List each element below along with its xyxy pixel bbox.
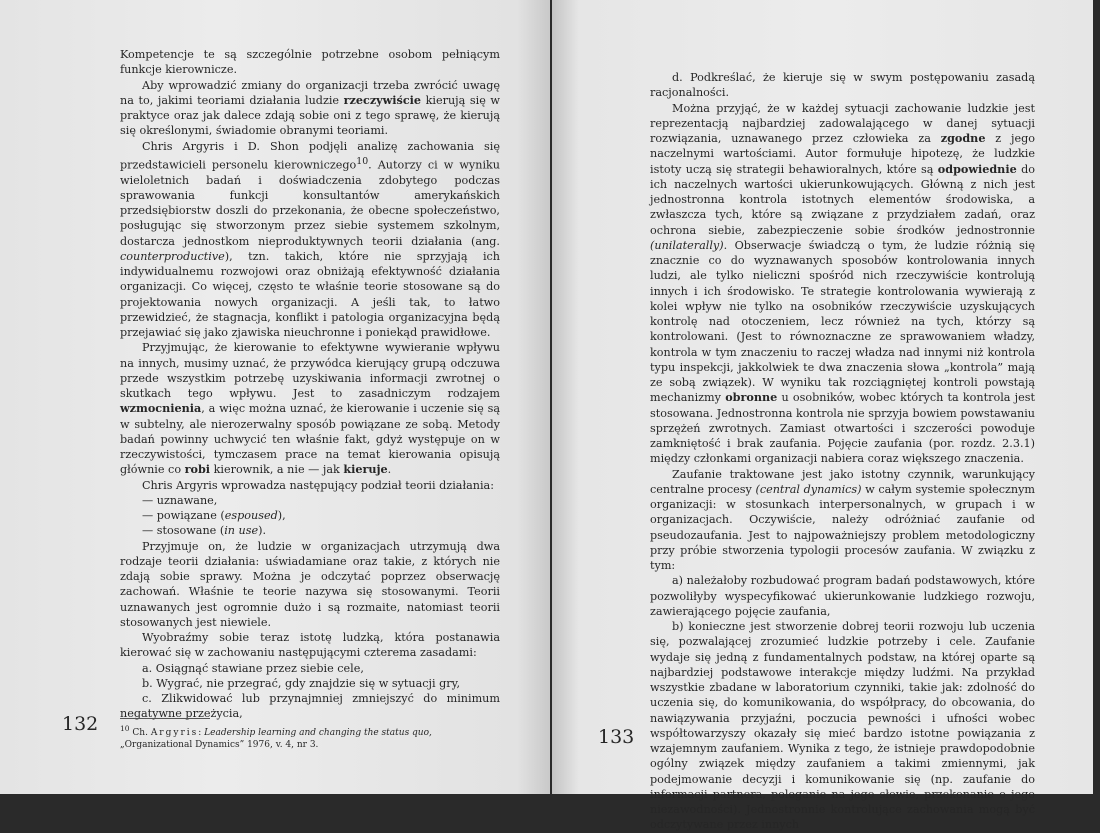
- paragraph: d. Podkreślać, że kieruje się w swym postępowaniu zasadą racjonalności.: [650, 71, 1035, 100]
- paragraph: b) konieczne jest stworzenie dobrej teorii rozwoju lub uczenia się, pozwalającej zrozumieć ludzkie potrzeby i cele. Zaufanie wydaje się jedną z fundamentalnych podstaw, na której oparte są najbardziej podstawowe interakcje między ludźmi. Na przykład wszystkie zbadane w laboratorium czynniki, takie jak: zdolność do uczenia się, do komunikowania, do współpracy, do obcowania, do nawiązywania przyjaźni, poczucia pewności i ufności wobec współtowarzyszy okazały się mieć bardzo istotne powiązania z wzajemnym zaufaniem. Wynika z tego, że istnieje prawdopodobnie ogólny związek między zaufaniem a takimi zmiennymi, jak podejmowanie decyzji i komunikowanie się (np. zaufanie do informacji partnera, poleganie na jego słowie, przekonanie o jego niezawodności). Jednostronnie kontrolujące zachowania mogą być odczytywane przez innych: [650, 620, 1035, 832]
- right-page: [552, 0, 1093, 832]
- paragraph: — powiązane (espoused),: [142, 509, 286, 523]
- right-page-text: [650, 70, 1035, 833]
- paragraph: Zaufanie traktowane jest jako istotny czynnik, warunkujący centralne procesy (central dynamics) w całym systemie społecznym organizacji: w stosunkach interpersonalnych, w grupach i w organizacjach. Oczywiście, należy odróżniać zaufanie od pseudozaufania. Jest to najpoważniejszy problem metodologiczny przy próbie stworzenia typologii procesów zaufania. W związku z tym:: [650, 467, 1035, 572]
- footnote: [120, 718, 500, 751]
- paragraph: Przyjmując, że kierowanie to efektywne wywieranie wpływu na innych, musimy uznać, że przywódca kierujący grupą odczuwa przede wszystkim potrzebę uzyskiwania informacji zwrotnej o skutkach tego wpływu. Jest to zasadniczym rodzajem wzmocnienia, a więc można uznać, że kierowanie i uczenie się są w subtelny, ale nierozerwalny sposób powiązane ze sobą. Metody badań powinny uchwycić ten właśnie fakt, gdyż występuje on w rzeczywistości, tymczasem prace na temat kierowania opisują głównie co robi kierownik, a nie — jak kieruje.: [120, 341, 500, 477]
- paragraph: Chris Argyris i D. Shon podjęli analizę zachowania się przedstawicieli personelu kierowniczego$^{10}$. Autorzy ci w wyniku wieloletnich badań i doświadczenia zdobytego podczas sprawowania funkcji konsultantów amerykańskich przedsiębiorstw doszli do przekonania, że obecne społeczeństwo, posługując się stworzonym przez siebie systemem szkolnym, dostarcza jednostkom nieproduktywnych teorii działania (ang. counterproductive), tzn. takich, które nie sprzyjają ich indywidualnemu rozwojowi oraz obniżają efektywność działania organizacji. Co więcej, często te właśnie teorie stosowane są do projektowania nowych organizacji. A jeśli tak, to łatwo przewidzieć, że stagnacja, konflikt i patologia organizacyjna będą przejawiać się jako zjawiska nieuchronne i poniekąd prawidłowe.: [120, 139, 500, 340]
- right-page-number: 133: [598, 726, 635, 748]
- paragraph: a) należałoby rozbudować program badań podstawowych, które pozwoliłyby wyspecyfikować ukierunkowanie ludzkiego rozwoju, zawierającego pojęcie zaufania,: [650, 574, 1035, 618]
- paragraph: Wyobraźmy sobie teraz istotę ludzką, która postanawia kierować się w zachowaniu następującymi czterema zasadami:: [120, 631, 500, 660]
- paragraph: b. Wygrać, nie przegrać, gdy znajdzie się w sytuacji gry,: [142, 676, 461, 690]
- paragraph: c. Zlikwidować lub przynajmniej zmniejszyć do minimum negatywne przeżycia,: [120, 692, 500, 721]
- left-page-number: 132: [62, 713, 99, 735]
- paragraph: — stosowane (in use).: [142, 524, 267, 538]
- paragraph: Przyjmuje on, że ludzie w organizacjach utrzymują dwa rodzaje teorii działania: uświadamiane oraz takie, z których nie zdają sobie sprawy. Można je odczytać poprzez obserwację zachowań. Właśnie te teorie nazywa się stosowanymi. Teorii uznawanych jest ogromnie dużo i są rozmaite, natomiast teorii stosowanych jest niewiele.: [120, 539, 500, 629]
- footnote-rule: [120, 718, 210, 719]
- paragraph: a. Osiągnąć stawiane przez siebie cele,: [142, 661, 364, 675]
- left-page-text: [120, 47, 500, 722]
- footnote-text: $^{10}$ Ch. Argyris: Leadership learning and changing the status quo, „Organizational Dynamics” 1976, v. 4, nr 3.: [120, 724, 432, 750]
- paragraph: Kompetencje te są szczególnie potrzebne osobom pełniącym funkcje kierownicze.: [120, 48, 500, 77]
- left-page: [0, 0, 550, 794]
- paragraph: — uznawane,: [142, 493, 218, 507]
- paragraph: Można przyjąć, że w każdej sytuacji zachowanie ludzkie jest reprezentacją najbardziej zadowalającego w danej sytuacji rozwiązania, uznawanego przez człowieka za zgodne z jego naczelnymi wartościami. Autor formułuje hipotezę, że ludzkie istoty uczą się strategii behawioralnych, które są odpowiednie do ich naczelnych wartości ukierunkowujących. Główną z nich jest jednostronna kontrola istotnych elementów środowiska, a zwłaszcza tych, które są związane z przydziałem zadań, oraz ochrona siebie, zabezpieczenie sobie środków jednostronnie (unilaterally). Obserwacje świadczą o tym, że ludzie różnią się znacznie co do wyznawanych sposobów kontrolowania innych ludzi, ale tylko nieliczni spośród nich rzeczywiście kontrolują innych i ich środowisko. Te strategie kontrolowania wywierają z kolei wpływ nie tylko na osobników rzeczywiście uzyskujących kontrolę nad otoczeniem, lecz również na tych, którzy są kontrolowani. (Jest to równoznaczne ze sprawowaniem władzy, kontrola w tym znaczeniu to raczej władza nad innymi niż kontrola typu inspekcji, jakkolwiek te dwa znaczenia słowa „kontrola” mają ze sobą związek). W wyniku tak rozciągniętej kontroli powstają mechanizmy obronne u osobników, wobec których ta kontrola jest stosowana. Jednostronna kontrola nie sprzyja bowiem powstawaniu sprzężeń zwrotnych. Zamiast otwartości i szczerości powoduje zamkniętość i brak zaufania. Pojęcie zaufania (por. rozdz. 2.3.1) między członkami organizacji nabiera coraz większego znaczenia.: [650, 101, 1035, 466]
- paragraph: Chris Argyris wprowadza następujący podział teorii działania:: [142, 478, 494, 492]
- paragraph: Aby wprowadzić zmiany do organizacji trzeba zwrócić uwagę na to, jakimi teoriami działania ludzie rzeczywiście kierują się w praktyce oraz jak dalece zdają sobie oni z tego sprawę, że kierują się określonymi, świadomie obranymi teoriami.: [120, 78, 500, 138]
